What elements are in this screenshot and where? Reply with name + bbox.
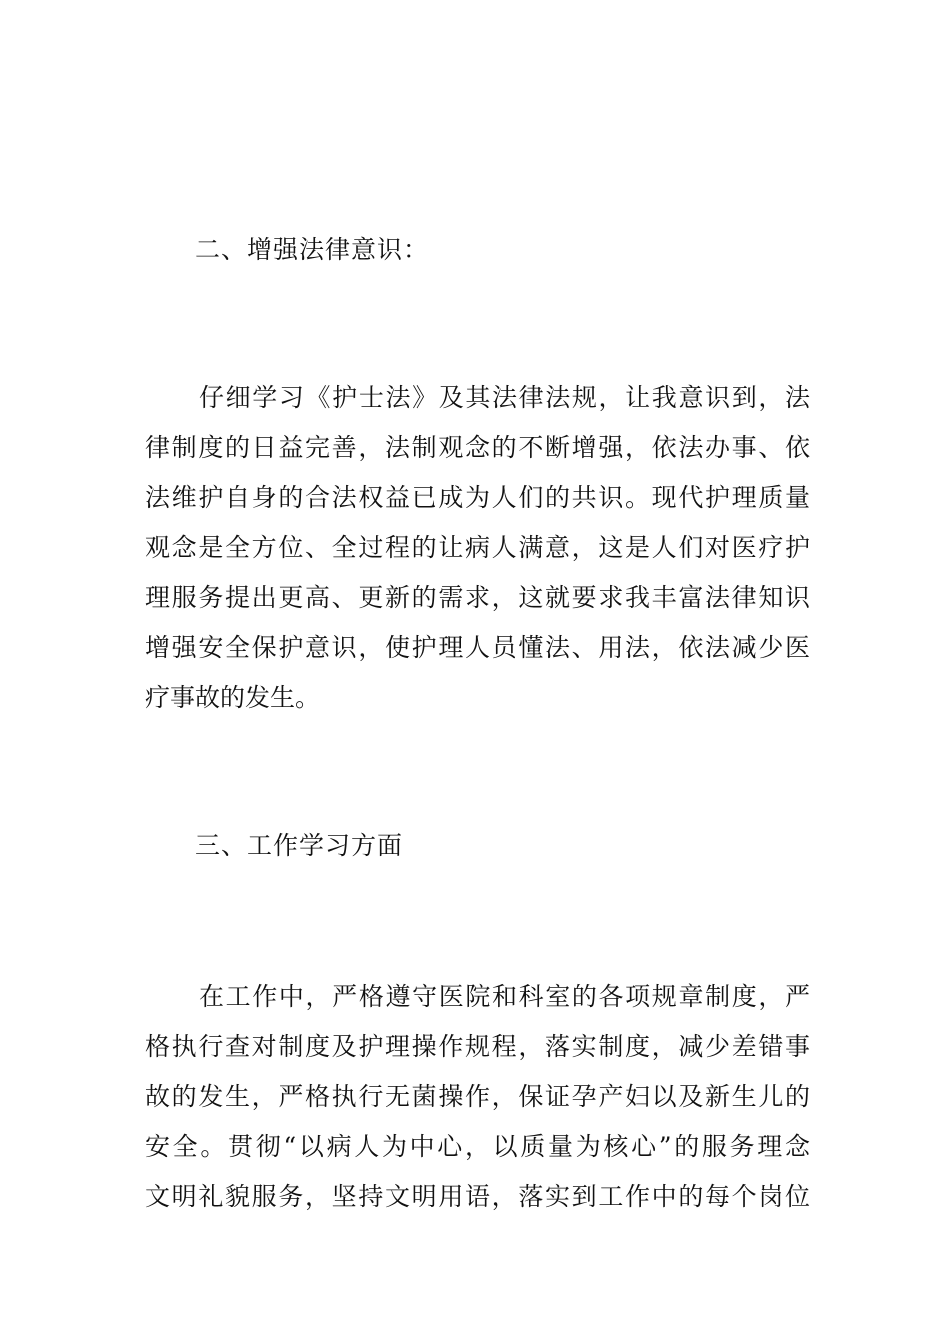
section-heading-legal-awareness: 二、增强法律意识： bbox=[195, 235, 430, 264]
paragraph-line: 律制度的日益完善，法制观念的不断增强，依法办事、依 bbox=[145, 433, 810, 462]
paragraph-line: 法维护自身的合法权益已成为人们的共识。现代护理质量 bbox=[145, 483, 810, 512]
paragraph-legal-awareness bbox=[145, 373, 810, 723]
paragraph-line: 在工作中，严格遵守医院和科室的各项规章制度，严 bbox=[199, 982, 810, 1011]
section-heading-work-study: 三、工作学习方面 bbox=[195, 831, 404, 860]
paragraph-line: 故的发生，严格执行无菌操作，保证孕产妇以及新生儿的 bbox=[145, 1082, 810, 1111]
paragraph-line: 文明礼貌服务，坚持文明用语，落实到工作中的每个岗位 bbox=[145, 1182, 810, 1211]
paragraph-work-study bbox=[145, 972, 810, 1222]
paragraph-line: 安全。贯彻“以病人为中心，以质量为核心”的服务理念 bbox=[145, 1132, 810, 1161]
paragraph-line: 增强安全保护意识，使护理人员懂法、用法，依法减少医 bbox=[145, 633, 810, 662]
paragraph-line: 理服务提出更高、更新的需求，这就要求我丰富法律知识 bbox=[145, 583, 810, 612]
paragraph-line: 仔细学习《护士法》及其法律法规，让我意识到，法 bbox=[199, 383, 810, 412]
paragraph-line: 观念是全方位、全过程的让病人满意，这是人们对医疗护 bbox=[145, 533, 810, 562]
paragraph-line: 疗事故的发生。 bbox=[145, 683, 321, 712]
paragraph-line: 格执行查对制度及护理操作规程，落实制度，减少差错事 bbox=[145, 1032, 810, 1061]
